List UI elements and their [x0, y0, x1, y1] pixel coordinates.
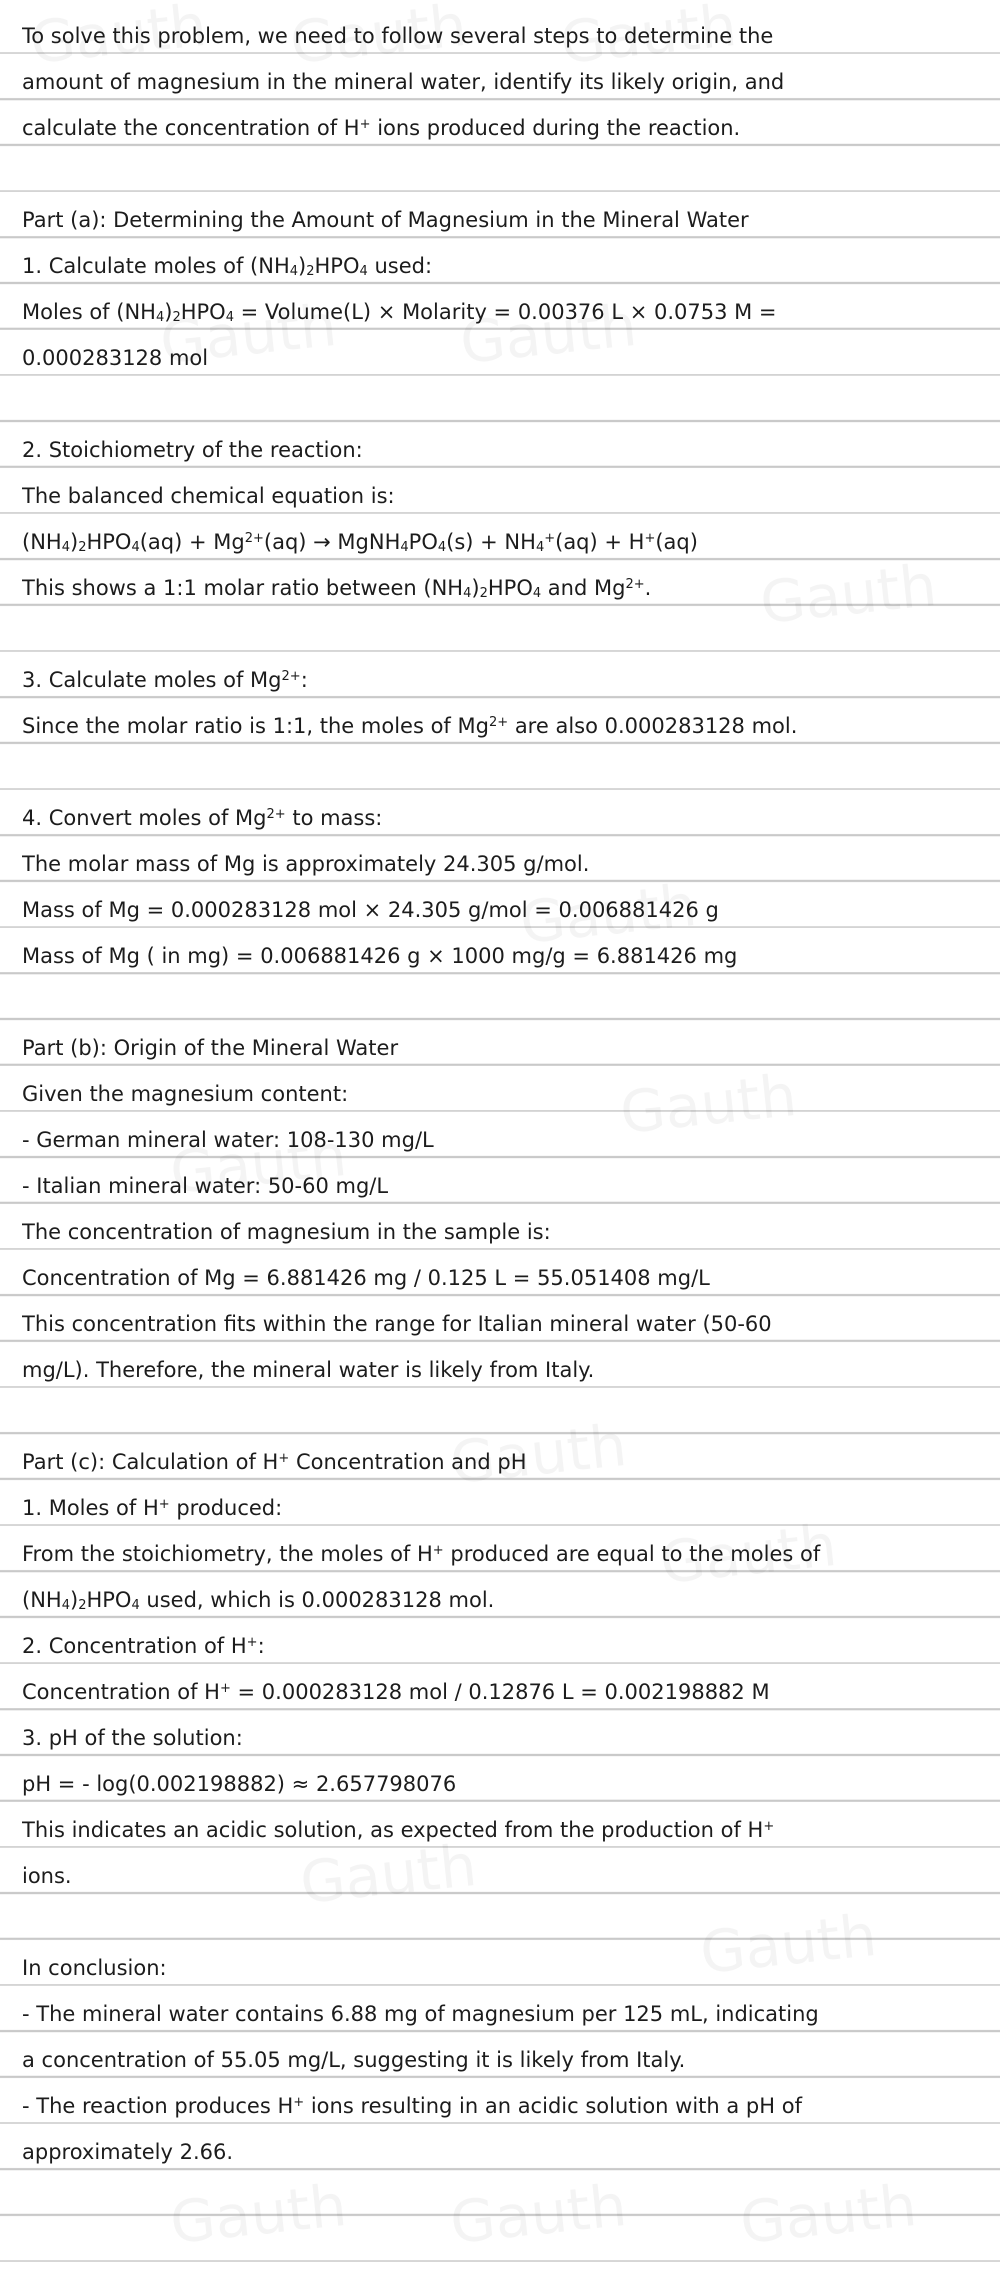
text-line-part-c-heading — [22, 1434, 992, 1480]
text-line-b-line4 — [22, 1204, 992, 1250]
text-run: - The reaction produces H — [22, 2094, 294, 2118]
text-run: (aq) + Mg — [139, 530, 245, 554]
text-line-blank-1 — [22, 146, 992, 192]
text-run: From the stoichiometry, the moles of H — [22, 1542, 433, 1566]
text-run: ) — [69, 1588, 79, 1612]
text-run: = Volume(L) × Molarity = 0.00376 L × 0.0753 M = — [233, 300, 777, 324]
superscript: + — [158, 1496, 170, 1512]
text-run: Concentration of H — [22, 1680, 220, 1704]
text-line-intro-3 — [22, 100, 992, 146]
text-line-a3-heading — [22, 652, 992, 698]
text-run: produced are equal to the moles of — [443, 1542, 821, 1566]
subscript: 2 — [479, 585, 488, 601]
text-run: ) — [69, 530, 79, 554]
subscript: 4 — [155, 309, 165, 325]
subscript: 4 — [289, 263, 299, 279]
superscript: 2+ — [266, 806, 286, 822]
text-run: Part (c): Calculation of H — [22, 1450, 279, 1474]
text-line-a3-line1 — [22, 698, 992, 744]
subscript: 4 — [131, 539, 140, 555]
text-run: Concentration and pH — [289, 1450, 527, 1474]
text-run: and Mg — [541, 576, 626, 600]
text-run: Part (b): Origin of the Mineral Water — [22, 1036, 399, 1060]
subscript: 2 — [306, 263, 315, 279]
text-line-a4-line1 — [22, 836, 992, 882]
text-line-blank-6 — [22, 1388, 992, 1434]
text-line-b-line1 — [22, 1066, 992, 1112]
text-run: PO — [408, 530, 438, 554]
text-run: a concentration of 55.05 mg/L, suggesting it is likely from Italy. — [22, 2048, 686, 2072]
text-run: 3. pH of the solution: — [22, 1726, 243, 1750]
text-line-c2-line1 — [22, 1664, 992, 1710]
text-line-b-line3 — [22, 1158, 992, 1204]
superscript: + — [278, 1450, 290, 1466]
text-run: ) — [298, 254, 307, 278]
text-run: 2. Stoichiometry of the reaction: — [22, 438, 363, 462]
text-line-c1-line1 — [22, 1526, 992, 1572]
subscript: 4 — [532, 585, 542, 601]
superscript: + — [763, 1818, 775, 1834]
text-run: (aq) + H — [555, 530, 645, 554]
text-run: ions resulting in an acidic solution with a pH of — [304, 2094, 802, 2118]
text-run: ions produced during the reaction. — [370, 116, 741, 140]
superscript: + — [219, 1680, 231, 1696]
subscript: 2 — [78, 539, 87, 555]
text-line-conclusion-4 — [22, 2124, 992, 2170]
text-line-b-line2 — [22, 1112, 992, 1158]
text-run: mg/L). Therefore, the mineral water is likely from Italy. — [22, 1358, 595, 1382]
text-line-a4-heading — [22, 790, 992, 836]
subscript: 4 — [61, 1597, 70, 1613]
subscript: 4 — [400, 539, 409, 555]
text-run: Concentration of Mg = 6.881426 mg / 0.125 L = 55.051408 mg/L — [22, 1266, 710, 1290]
text-line-b-line6 — [22, 1296, 992, 1342]
text-run: : — [300, 668, 308, 692]
text-line-b-line5 — [22, 1250, 992, 1296]
text-run: amount of magnesium in the mineral water, identify its likely origin, and — [22, 70, 785, 94]
text-line-conclusion-3 — [22, 2078, 992, 2124]
subscript: 4 — [225, 309, 234, 325]
text-run: HPO — [86, 1588, 132, 1612]
text-run: The concentration of magnesium in the sample is: — [22, 1220, 551, 1244]
text-run: 4. Convert moles of Mg — [22, 806, 267, 830]
text-run: Given the magnesium content: — [22, 1082, 349, 1106]
text-run: Since the molar ratio is 1:1, the moles of Mg — [22, 714, 489, 738]
text-line-conclusion-heading — [22, 1940, 992, 1986]
superscript: + — [246, 1634, 258, 1650]
text-line-blank-7 — [22, 1894, 992, 1940]
subscript: 4 — [131, 1597, 140, 1613]
text-run: This concentration fits within the range for Italian mineral water (50-60 — [22, 1312, 772, 1336]
text-run: (s) + NH — [446, 530, 536, 554]
text-line-a2-equation — [22, 514, 992, 560]
text-run: HPO — [314, 254, 360, 278]
superscript: + — [544, 530, 556, 546]
text-line-c3-line2 — [22, 1802, 992, 1848]
text-line-conclusion-1 — [22, 1986, 992, 2032]
text-line-part-a-heading — [22, 192, 992, 238]
text-run: : — [257, 1634, 265, 1658]
text-run: The balanced chemical equation is: — [22, 484, 395, 508]
text-line-a1-line1 — [22, 284, 992, 330]
text-run: This indicates an acidic solution, as expected from the production of H — [22, 1818, 764, 1842]
text-run: produced: — [169, 1496, 283, 1520]
text-run: HPO — [487, 576, 533, 600]
superscript: 2+ — [244, 530, 264, 546]
text-line-c3-heading — [22, 1710, 992, 1756]
text-line-blank-5 — [22, 974, 992, 1020]
subscript: 4 — [535, 539, 545, 555]
superscript: + — [359, 116, 371, 132]
text-line-c3-line3 — [22, 1848, 992, 1894]
text-line-blank-2 — [22, 376, 992, 422]
text-run: - The mineral water contains 6.88 mg of magnesium per 125 mL, indicating — [22, 2002, 819, 2026]
text-run: (NH — [22, 530, 62, 554]
text-run: ) — [164, 300, 173, 324]
text-run: 1. Moles of H — [22, 1496, 159, 1520]
text-run: Mass of Mg ( in mg) = 0.006881426 g × 1000 mg/g = 6.881426 mg — [22, 944, 738, 968]
text-line-conclusion-2 — [22, 2032, 992, 2078]
text-line-a1-heading — [22, 238, 992, 284]
text-line-a4-line3 — [22, 928, 992, 974]
text-run: . — [644, 576, 652, 600]
text-run: To solve this problem, we need to follow several steps to determine the — [22, 24, 774, 48]
text-run: 3. Calculate moles of Mg — [22, 668, 282, 692]
text-line-c2-heading — [22, 1618, 992, 1664]
text-line-intro-1 — [22, 8, 992, 54]
text-run: 2. Concentration of H — [22, 1634, 247, 1658]
text-line-part-b-heading — [22, 1020, 992, 1066]
superscript: 2+ — [625, 576, 645, 592]
text-run: ions. — [22, 1864, 72, 1888]
text-line-intro-2 — [22, 54, 992, 100]
text-line-blank-3 — [22, 606, 992, 652]
text-line-a2-heading — [22, 422, 992, 468]
subscript: 2 — [78, 1597, 87, 1613]
text-line-a4-line2 — [22, 882, 992, 928]
superscript: + — [644, 530, 656, 546]
text-run: to mass: — [285, 806, 383, 830]
subscript: 4 — [359, 263, 368, 279]
text-run: The molar mass of Mg is approximately 24.305 g/mol. — [22, 852, 590, 876]
text-run: are also 0.000283128 mol. — [508, 714, 798, 738]
text-line-a1-line2 — [22, 330, 992, 376]
text-run: Mass of Mg = 0.000283128 mol × 24.305 g/mol = 0.006881426 g — [22, 898, 719, 922]
text-run: (aq) → MgNH — [263, 530, 401, 554]
subscript: 4 — [437, 539, 447, 555]
text-line-c3-line1 — [22, 1756, 992, 1802]
text-run: HPO — [180, 300, 226, 324]
text-line-c1-line2 — [22, 1572, 992, 1618]
subscript: 4 — [61, 539, 70, 555]
text-line-c1-heading — [22, 1480, 992, 1526]
text-run: - German mineral water: 108-130 mg/L — [22, 1128, 434, 1152]
superscript: + — [432, 1542, 444, 1558]
text-run: = 0.000283128 mol / 0.12876 L = 0.002198882 M — [230, 1680, 770, 1704]
text-run: 0.000283128 mol — [22, 346, 209, 370]
text-run: - Italian mineral water: 50-60 mg/L — [22, 1174, 389, 1198]
subscript: 4 — [463, 585, 472, 601]
text-run: ) — [471, 576, 480, 600]
text-run: pH = - log(0.002198882) ≈ 2.657798076 — [22, 1772, 457, 1796]
text-line-a2-line3 — [22, 560, 992, 606]
text-run: (NH — [22, 1588, 62, 1612]
text-run: calculate the concentration of H — [22, 116, 360, 140]
text-run: HPO — [86, 530, 132, 554]
text-run: In conclusion: — [22, 1956, 167, 1980]
text-run: 1. Calculate moles of (NH — [22, 254, 290, 278]
text-line-a2-line1 — [22, 468, 992, 514]
text-run: approximately 2.66. — [22, 2140, 234, 2164]
text-run: Moles of (NH — [22, 300, 156, 324]
solution-text — [22, 8, 992, 2170]
text-run: used: — [367, 254, 433, 278]
subscript: 2 — [172, 309, 181, 325]
text-run: used, which is 0.000283128 mol. — [139, 1588, 495, 1612]
text-line-b-line7 — [22, 1342, 992, 1388]
text-run: This shows a 1:1 molar ratio between (NH — [22, 576, 464, 600]
superscript: + — [293, 2094, 305, 2110]
text-run: (aq) — [655, 530, 698, 554]
superscript: 2+ — [488, 714, 509, 730]
text-line-blank-4 — [22, 744, 992, 790]
text-run: Part (a): Determining the Amount of Magnesium in the Mineral Water — [22, 208, 749, 232]
superscript: 2+ — [281, 668, 301, 684]
